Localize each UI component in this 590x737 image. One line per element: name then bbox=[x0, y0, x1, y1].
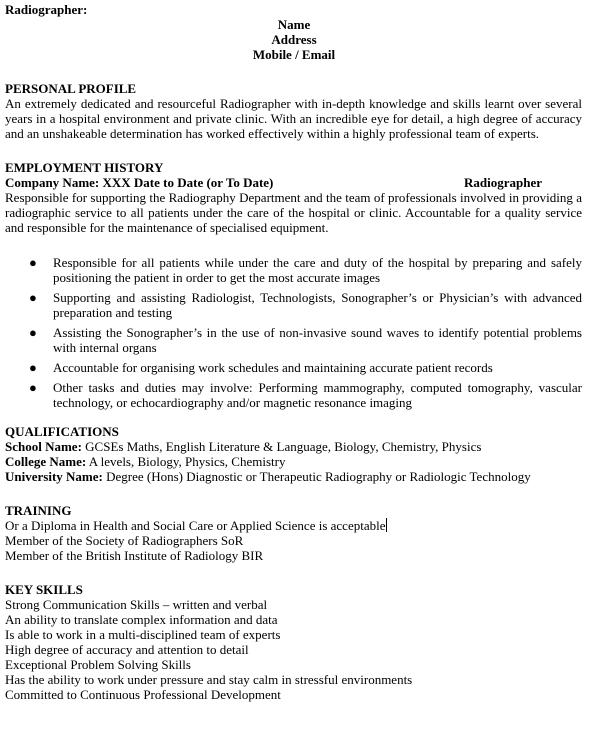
profile-heading: PERSONAL PROFILE bbox=[5, 81, 137, 96]
skills-heading: KEY SKILLS bbox=[5, 582, 83, 597]
university-value: Degree (Hons) Diagnostic or Therapeutic Radiography or Radiologic Technology bbox=[102, 469, 531, 484]
employment-heading: EMPLOYMENT HISTORY bbox=[5, 160, 164, 175]
skill-item: Exceptional Problem Solving Skills bbox=[5, 657, 191, 672]
training-item: Member of the Society of Radiographers SoR bbox=[5, 533, 244, 548]
candidate-contact: Mobile / Email bbox=[252, 47, 336, 62]
skill-item: Committed to Continuous Professional Development bbox=[5, 687, 281, 702]
job-line bbox=[5, 175, 582, 190]
training-item: Member of the British Institute of Radiology BIR bbox=[5, 548, 264, 563]
school-label: School Name: bbox=[5, 439, 82, 454]
university-label: University Name: bbox=[5, 469, 103, 484]
college-value: A levels, Biology, Physics, Chemistry bbox=[86, 454, 286, 469]
college-line bbox=[5, 454, 582, 469]
employment-summary: Responsible for supporting the Radiography Department and the team of professionals involved in providing a radiographic service to all patients under the care of the hospital or clinic. Accountable for a quality service and responsible for the maintenance of specialised equipment. bbox=[5, 190, 582, 235]
duty-text: Supporting and assisting Radiologist, Technologists, Sonographer’s or Physician’s with advanced preparation and testing bbox=[53, 290, 582, 320]
skill-item: An ability to translate complex information and data bbox=[5, 612, 278, 627]
duty-text: Assisting the Sonographer’s in the use of non-invasive sound waves to identify potential problems with internal organs bbox=[53, 325, 582, 355]
bullet-icon: ● bbox=[29, 255, 37, 270]
list-item bbox=[5, 380, 582, 410]
list-item bbox=[5, 255, 582, 285]
duty-text: Other tasks and duties may involve: Performing mammography, computed tomography, vascular technology, or echocardiography and/or magnetic resonance imaging bbox=[53, 380, 582, 410]
list-item bbox=[5, 325, 582, 355]
training-item[interactable] bbox=[5, 518, 582, 533]
duty-text: Accountable for organising work schedules and maintaining accurate patient records bbox=[53, 360, 493, 375]
qualifications-heading: QUALIFICATIONS bbox=[5, 424, 119, 439]
duties-list bbox=[5, 255, 582, 410]
training-heading: TRAINING bbox=[5, 503, 72, 518]
candidate-address: Address bbox=[271, 32, 317, 47]
company-line: Company Name: XXX Date to Date (or To Date) bbox=[5, 175, 274, 190]
contact-block bbox=[6, 17, 582, 62]
bullet-icon: ● bbox=[29, 380, 37, 395]
list-item bbox=[5, 290, 582, 320]
skill-item: High degree of accuracy and attention to detail bbox=[5, 642, 249, 657]
skill-item: Is able to work in a multi-disciplined team of experts bbox=[5, 627, 281, 642]
candidate-name: Name bbox=[277, 17, 311, 32]
text-cursor bbox=[386, 518, 387, 532]
college-label: College Name: bbox=[5, 454, 87, 469]
bullet-icon: ● bbox=[29, 325, 37, 340]
bullet-icon: ● bbox=[29, 290, 37, 305]
cv-document bbox=[5, 2, 582, 702]
job-title: Radiographer bbox=[464, 175, 542, 190]
document-title: Radiographer: bbox=[5, 2, 88, 17]
school-line bbox=[5, 439, 582, 454]
university-line bbox=[5, 469, 582, 484]
list-item bbox=[5, 360, 582, 375]
bullet-icon: ● bbox=[29, 360, 37, 375]
profile-text: An extremely dedicated and resourceful Radiographer with in-depth knowledge and skills learnt over several years in a hospital environment and private clinic. With an incredible eye for detail, a high degree of accuracy and an unshakeable determination has worked effectively within a highly professional team of experts. bbox=[5, 96, 582, 141]
skill-item: Strong Communication Skills – written and verbal bbox=[5, 597, 268, 612]
school-value: GCSEs Maths, English Literature & Language, Biology, Chemistry, Physics bbox=[81, 439, 482, 454]
duty-text: Responsible for all patients while under the care and duty of the hospital by preparing and safely positioning the patient in order to get the most accurate images bbox=[53, 255, 582, 285]
skill-item: Has the ability to work under pressure and stay calm in stressful environments bbox=[5, 672, 413, 687]
training-item-text: Or a Diploma in Health and Social Care or Applied Science is acceptable bbox=[5, 518, 386, 533]
